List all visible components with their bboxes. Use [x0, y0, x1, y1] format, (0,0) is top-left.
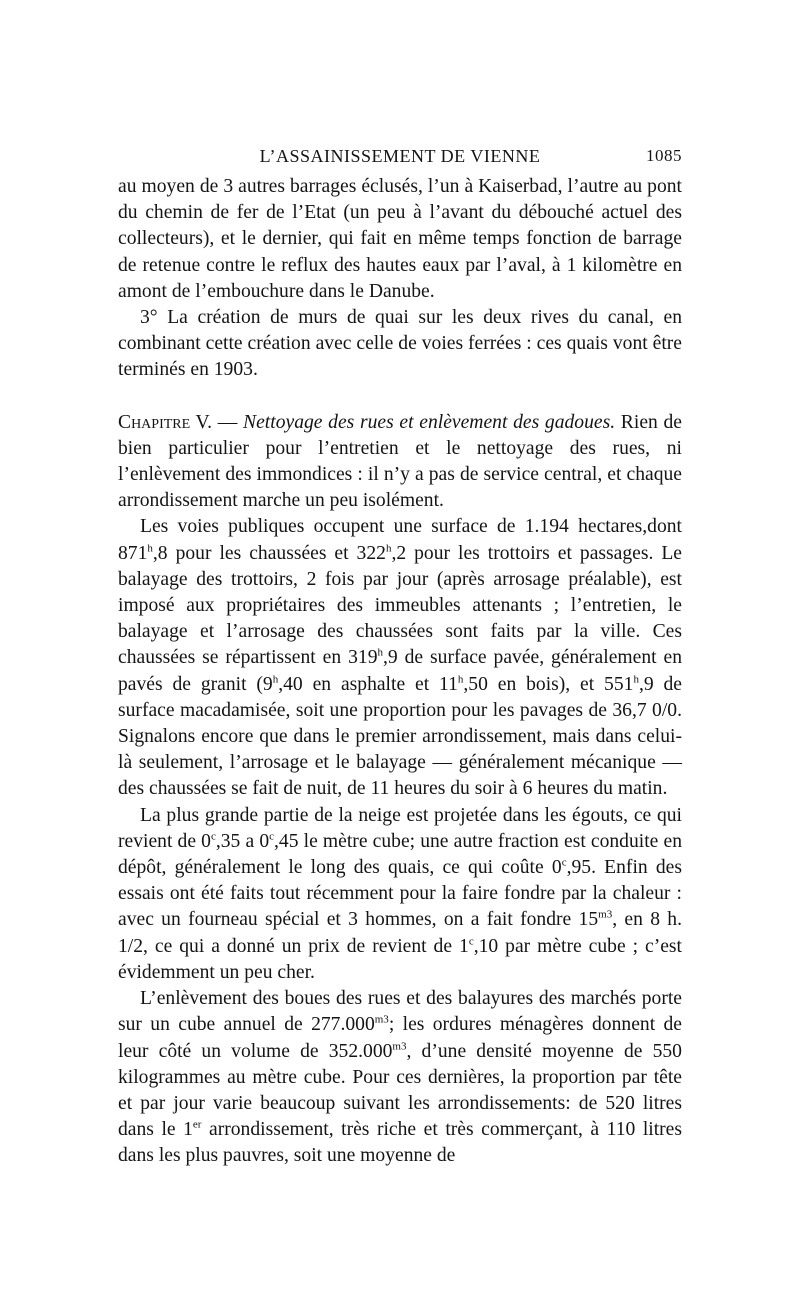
running-head [118, 140, 682, 174]
paragraph-chapter-v [118, 410, 682, 515]
unit-superscript: h [272, 673, 279, 686]
text-segment: ,8 pour les chaussées et 322 [152, 542, 386, 564]
body-text [118, 174, 682, 1170]
text-segment: ,2 pour les trottoirs et passages. Le balayage des trottoirs, 2 fois par jour (après arrosage préalable), est imposé aux propriétaires des immeubles attenants ; l’entretien, le balayage et l’arrosage des chaussées sont faits par la ville. Ces chaussées se répartissent en 319 [118, 542, 683, 669]
text-segment: Les voies publiques occupent une surface de 1.194 hectares,dont 871 [118, 516, 682, 564]
unit-superscript: h [457, 673, 464, 686]
paragraph-quais: 3° La création de murs de quai sur les deux rives du canal, en combinant cette création avec celle de voies ferrées : ces quais vont être terminés en 1903. [118, 307, 682, 381]
text-segment: L’enlèvement des boues des rues et des balayures des marchés porte sur un cube annuel de 277.000 [118, 988, 682, 1036]
chapter-intro-text: Rien de bien particulier pour l’entretien et le nettoyage des rues, ni l’enlèvement des immondices : il n’y a pas de service central, et chaque arrondissement marche un peu isolément. [118, 411, 683, 512]
text-segment: arrondissement, très riche et très commerçant, à 110 litres dans les plus pauvres, soit une moyenne de [118, 1119, 682, 1167]
paragraph-voies-publiques [118, 514, 682, 802]
unit-superscript: h [385, 542, 392, 555]
text-segment: ,9 de surface macadamisée, soit une proportion pour les pavages de 36,7 0/0. Signalons encore que dans le premier arrondissement, mais dans celui-là seulement, l’arrosage et le balayage — généralement mécanique — des chaussées se fait de nuit, de 11 heures du soir à 6 heures du matin. [118, 673, 683, 800]
unit-superscript: c [269, 830, 275, 843]
book-page [118, 140, 682, 1170]
unit-superscript: m3 [374, 1013, 389, 1026]
unit-superscript: er [192, 1118, 202, 1131]
text-segment: ,45 le mètre cube; une autre fraction est conduite en dépôt, généralement le long des quais, ce qui coûte 0 [118, 830, 682, 879]
text-segment: ,95. Enfin des essais ont été faits tout récemment pour la faire fondre par la chaleur : avec un fourneau spécial et 3 hommes, on a fait fondre 15 [118, 857, 682, 931]
unit-superscript: m3 [598, 908, 613, 921]
text-segment: , d’une densité moyenne de 550 kilogrammes au mètre cube. Pour ces dernières, la proportion par tête et par jour varie beaucoup suivant les arrondissements: de 520 litres dans le 1 [118, 1040, 682, 1141]
chapter-title: Nettoyage des rues et enlèvement des gadoues. [243, 411, 616, 433]
chapter-dash: — [212, 411, 244, 433]
unit-superscript: m3 [392, 1039, 407, 1052]
chapter-label: Chapitre V. [118, 411, 213, 433]
paragraph-barrages: au moyen de 3 autres barrages éclusés, l’un à Kaiserbad, l’autre au pont du chemin de fer de l’Etat (un peu à l’avant du débouché actuel des collecteurs), et le dernier, qui fait en même temps fonction de barrage de retenue contre le reflux des hautes eaux par l’aval, à 1 kilomètre en amont de l’embouchure dans le Danube. [118, 176, 682, 302]
text-segment: ,40 en asphalte et 11 [278, 673, 458, 695]
text-segment: , en 8 h. 1/2, ce qui a donné un prix de revient de 1 [118, 909, 682, 957]
paragraph-enlevement-boues [118, 986, 682, 1169]
page-number: 1085 [646, 146, 682, 165]
text-segment: ,35 a 0 [215, 830, 270, 852]
text-segment: ; les ordures ménagères donnent de leur côté un volume de 352.000 [118, 1014, 682, 1062]
text-segment: ,10 par mètre cube ; c’est évidemment un peu cher. [118, 935, 682, 983]
text-segment: ,50 en bois), et 551 [463, 673, 634, 695]
running-title: L’ASSAINISSEMENT DE VIENNE [259, 146, 541, 166]
unit-superscript: h [377, 646, 383, 659]
unit-superscript: h [633, 673, 639, 686]
unit-superscript: c [210, 830, 216, 843]
text-segment: ,9 de surface pavée, généralement en pavés de granit (9 [118, 647, 682, 695]
text-segment: La plus grande partie de la neige est projetée dans les égouts, ce qui revient de 0 [118, 804, 682, 852]
paragraph-neige [118, 803, 682, 986]
unit-superscript: h [147, 542, 153, 555]
unit-superscript: c [561, 856, 567, 869]
unit-superscript: c [468, 935, 474, 948]
